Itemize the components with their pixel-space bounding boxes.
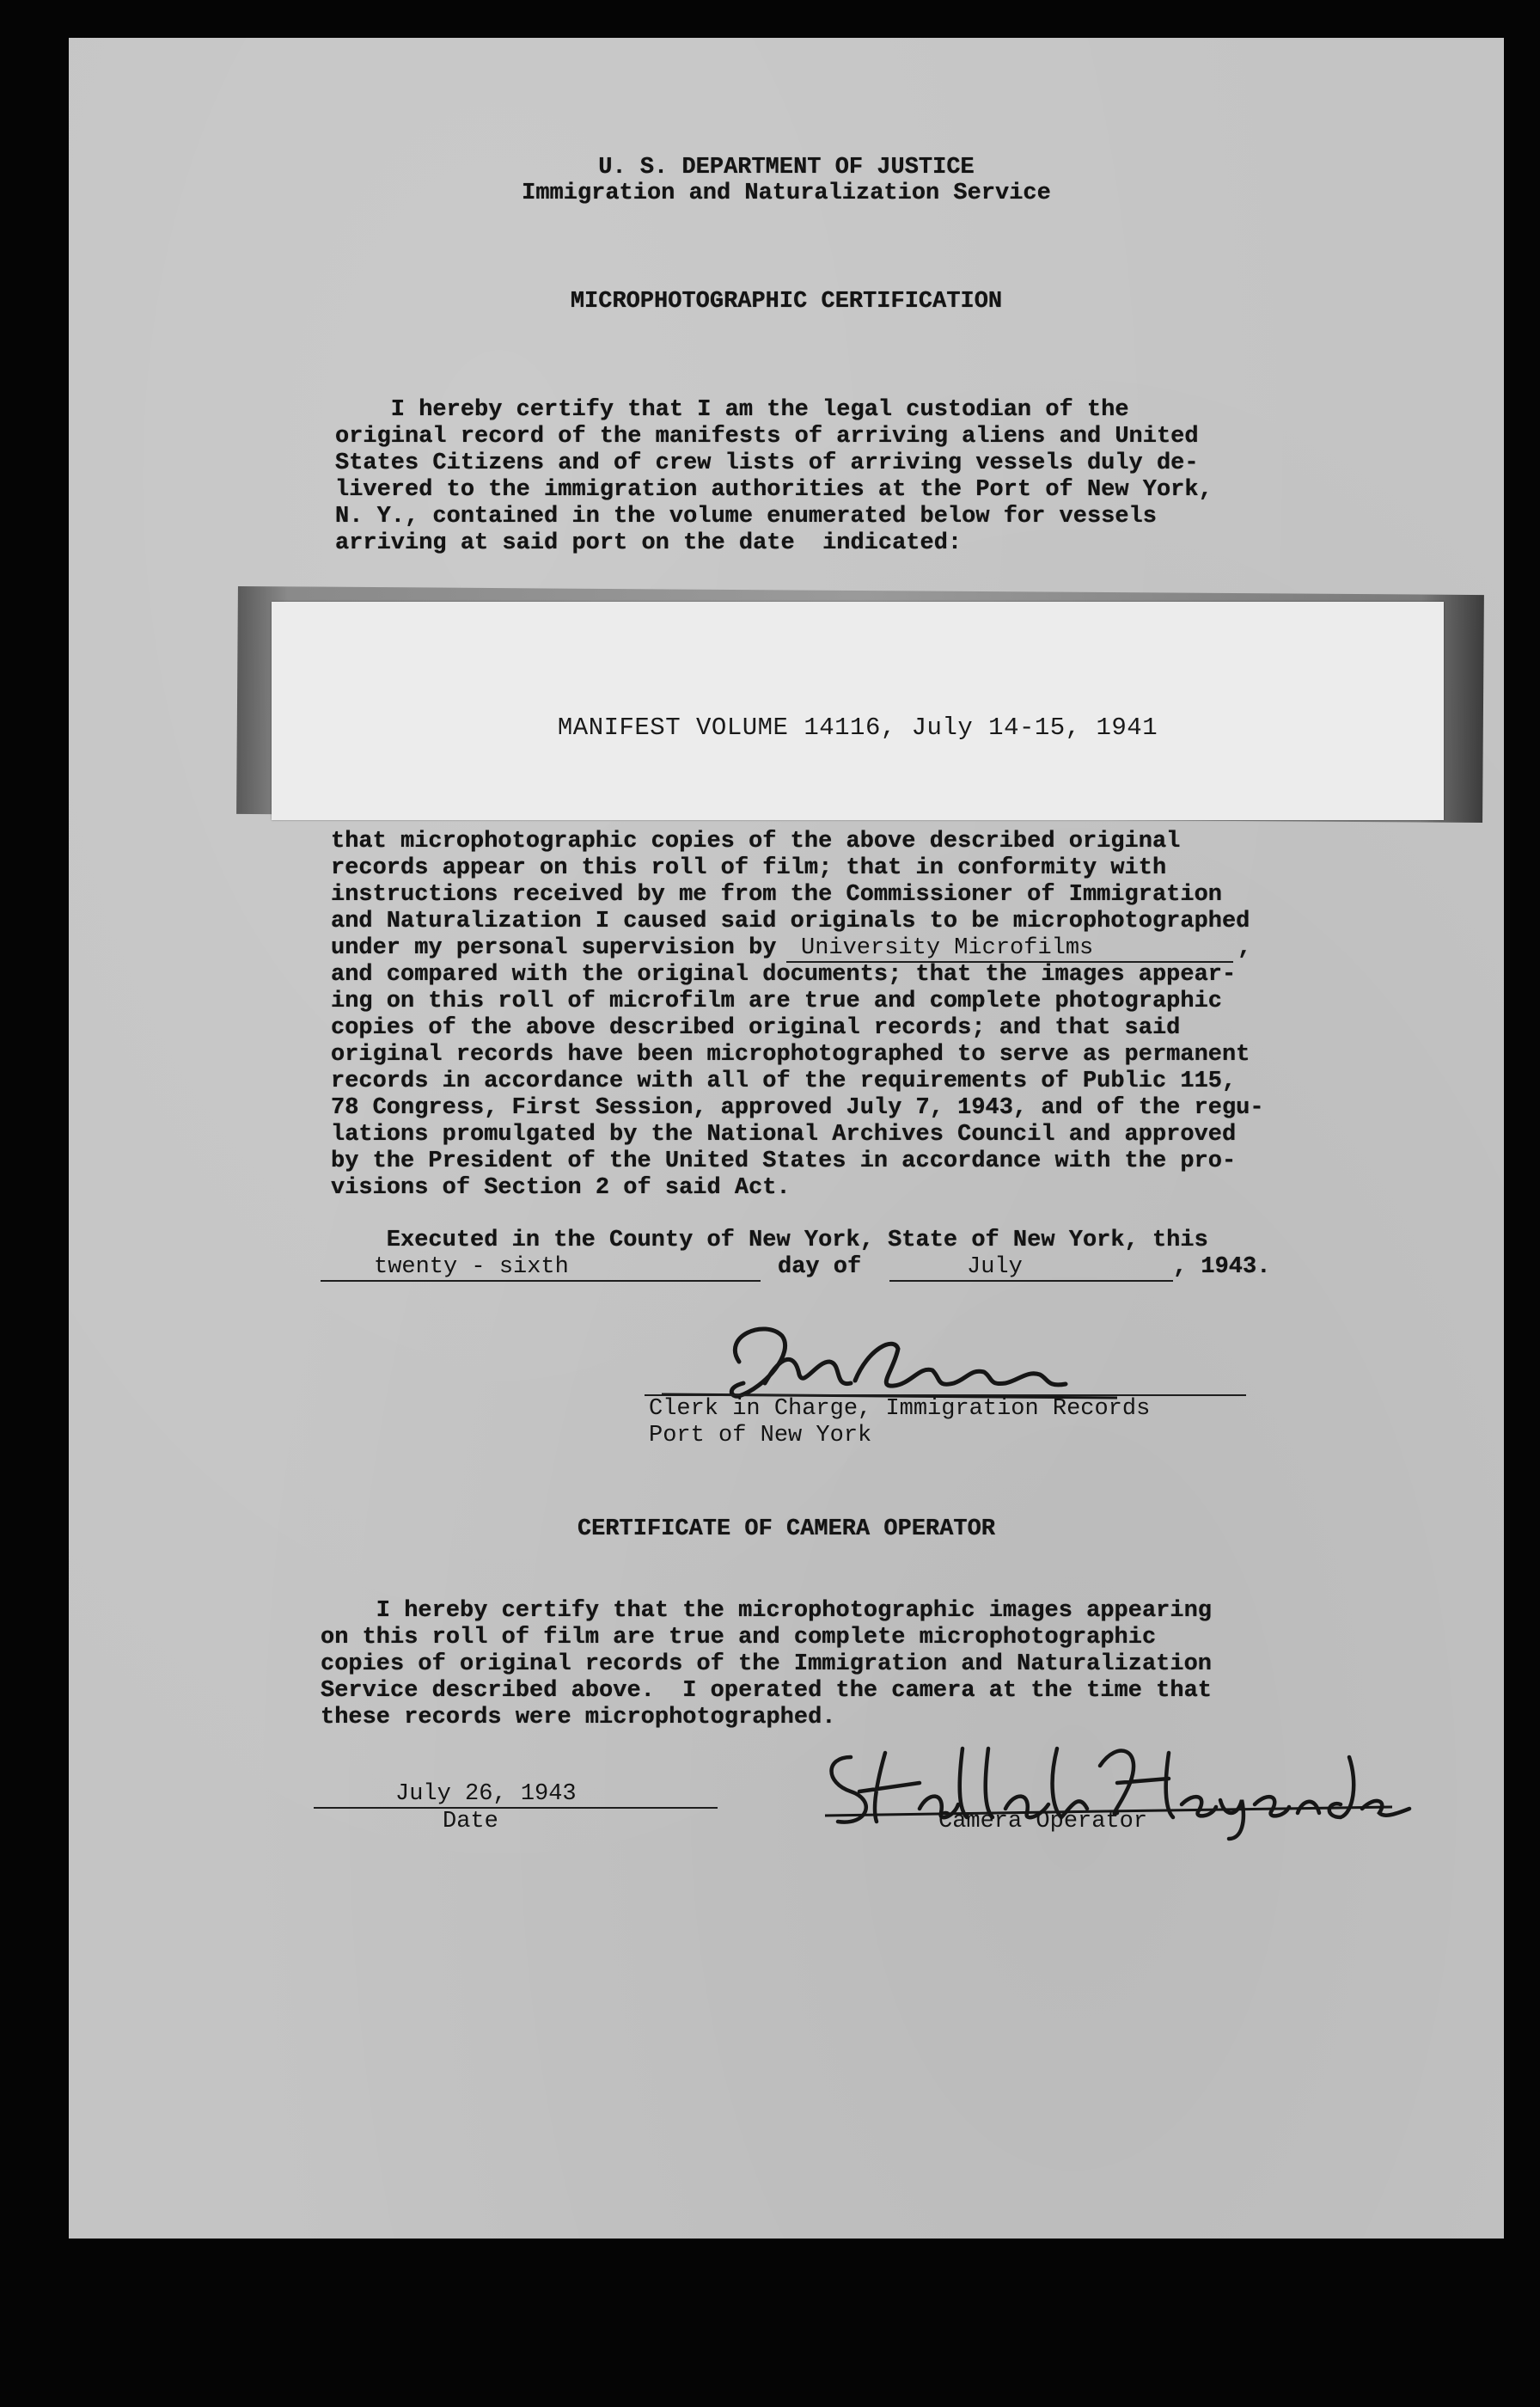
certification-title: MICROPHOTOGRAPHIC CERTIFICATION (570, 289, 1003, 315)
executed-month: July (967, 1254, 1023, 1280)
intro-line: livered to the immigration authorities at the Port of New York, (335, 477, 1213, 503)
body-line: under my personal supervision by (331, 935, 777, 961)
month-underline (889, 1280, 1173, 1282)
camera-line: copies of original records of the Immigration and Naturalization (321, 1651, 1212, 1677)
camera-line: on this roll of film are true and complete microphotographic (321, 1625, 1157, 1651)
body-line: 78 Congress, First Session, approved July 7, 1943, and of the regu- (331, 1095, 1264, 1121)
body-line: and Naturalization I caused said originals to be microphotographed (331, 909, 1250, 934)
body-line: records in accordance with all of the requirements of Public 115, (331, 1069, 1237, 1094)
volume-label: MANIFEST VOLUME 14116, July 14-15, 1941 (557, 714, 1158, 742)
camera-line: Service described above. I operated the camera at the time that (321, 1678, 1212, 1704)
date-label: Date (443, 1809, 498, 1834)
clerk-port: Port of New York (649, 1423, 872, 1448)
body-line: ing on this roll of microfilm are true and complete photographic (331, 989, 1222, 1014)
volume-strip (272, 602, 1444, 820)
executed-day: twenty - sixth (374, 1254, 569, 1280)
intro-line: arriving at said port on the date indicated: (335, 530, 962, 556)
body-line: instructions received by me from the Commissioner of Immigration (331, 882, 1222, 908)
intro-line: States Citizens and of crew lists of arriving vessels duly de- (335, 450, 1199, 476)
document-page (69, 38, 1504, 2239)
body-line: original records have been microphotographed to serve as permanent (331, 1042, 1250, 1068)
camera-line: these records were microphotographed. (321, 1705, 836, 1730)
intro-line: I hereby certify that I am the legal custodian of the (335, 397, 1129, 423)
executed-year: , 1943. (1173, 1254, 1271, 1280)
camera-line: I hereby certify that the microphotographic images appearing (321, 1598, 1212, 1624)
service-heading: Immigration and Naturalization Service (522, 181, 1051, 206)
camera-operator-label: Camera Operator (938, 1809, 1148, 1834)
certificate-date: July 26, 1943 (395, 1781, 577, 1807)
body-line: copies of the above described original records; and that said (331, 1015, 1181, 1041)
day-underline (321, 1280, 761, 1282)
intro-line: N. Y., contained in the volume enumerated below for vessels (335, 504, 1157, 530)
intro-line: original record of the manifests of arriving aliens and United (335, 424, 1199, 450)
day-of-label: day of (778, 1254, 862, 1280)
body-line: by the President of the United States in accordance with the pro- (331, 1148, 1237, 1174)
camera-certificate-title: CERTIFICATE OF CAMERA OPERATOR (577, 1516, 996, 1542)
executed-line: Executed in the County of New York, State of New York, this (331, 1228, 1208, 1253)
department-heading: U. S. DEPARTMENT OF JUSTICE (598, 155, 975, 181)
body-line: and compared with the original documents; that the images appear- (331, 962, 1237, 988)
comma: , (1238, 935, 1252, 961)
body-line: records appear on this roll of film; that in conformity with (331, 855, 1167, 881)
body-line: that microphotographic copies of the above described original (331, 829, 1181, 854)
body-line: visions of Section 2 of said Act. (331, 1175, 791, 1201)
body-line: lations promulgated by the National Archives Council and approved (331, 1122, 1237, 1148)
clerk-title: Clerk in Charge, Immigration Records (649, 1396, 1151, 1422)
date-underline (314, 1807, 718, 1809)
supervisor-name: University Microfilms (801, 935, 1094, 961)
